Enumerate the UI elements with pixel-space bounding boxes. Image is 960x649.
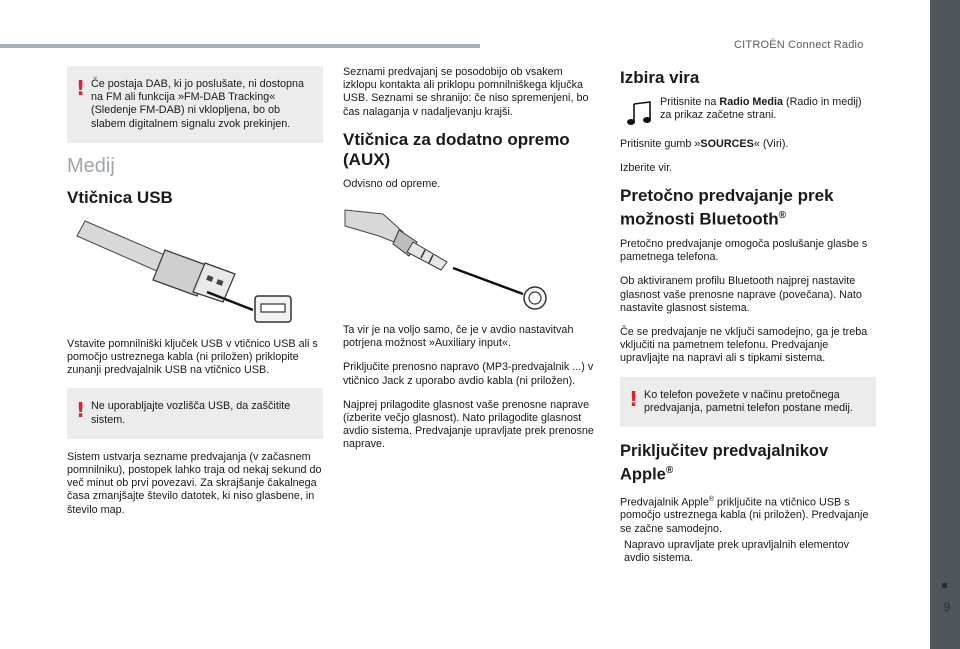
section-title: Medij (67, 154, 115, 177)
usb-illustration (67, 216, 323, 326)
playlist-paragraph: Seznami predvajanj se posodobijo ob vsakem izklopu kontakta ali priklopu pomnilniškega ključka USB. Seznami se shranijo: če niso spremenjeni, bo čas nalaganja v nadaljevanju krajši. (343, 66, 589, 118)
exclamation-icon: ! (76, 398, 86, 423)
usb-paragraph-1: Vstavite pomnilniški ključek USB v vtičnico USB ali s pomočjo ustreznega kabla (ni priložen) priklopite zunanji predvajalnik USB na vtičnico USB. (67, 337, 318, 377)
warning-text: Če postaja DAB, ki jo poslušate, ni dostopna na FM ali funkcija »FM-DAB Tracking« (Sledenje FM-DAB) ni vklopljena, bo ob slabem digitalnem signalu zvok prekinjen. (91, 78, 305, 130)
bluetooth-heading: Pretočno predvajanje prek možnosti Bluetooth® (620, 186, 834, 230)
warning-text: Ko telefon povežete v načinu pretočnega predvajanja, pametni telefon postane medij. (644, 388, 853, 414)
page-marker (942, 583, 947, 588)
usb-heading: Vtičnica USB (67, 187, 173, 207)
apple-heading: Priključitev predvajalnikov Apple® (620, 442, 829, 484)
brand-label: CITROËN Connect Radio (734, 39, 864, 51)
exclamation-icon: ! (629, 386, 639, 411)
music-note-icon (620, 100, 660, 128)
warning-box-dab (67, 66, 323, 143)
exclamation-icon: ! (76, 76, 86, 100)
bluetooth-paragraph-2: Ob aktiviranem profilu Bluetooth najprej nastavite glasnost vaše prenosne naprave (povečana). Nato nastavite glasnost sistema. (620, 275, 862, 314)
aux-heading: Vtičnica za dodatno opremo (AUX) (343, 129, 570, 169)
column-middle (343, 66, 599, 463)
radio-media-text: Pritisnite na Radio Media (Radio in medij) za prikaz začetne strani. (660, 96, 862, 122)
aux-paragraph-2: Ta vir je na voljo samo, če je v avdio nastavitvah potrjena možnost »Auxiliary input«. (343, 324, 574, 350)
warning-box-usb-hub (67, 388, 323, 438)
aux-paragraph-3: Priključite prenosno napravo (MP3-predvajalnik ...) v vtičnico Jack z uporabo avdio kabla (ni priložen). (343, 361, 594, 387)
select-source-text: Izberite vir. (620, 162, 673, 175)
apple-paragraph-1: Predvajalnik Apple® priključite na vtičnico USB s pomočjo ustreznega kabla (ni priložen). Predvajanje se začne samodejno. (620, 495, 869, 535)
column-left (67, 66, 323, 528)
warning-box-streaming (620, 377, 876, 427)
aux-illustration (343, 202, 599, 312)
bluetooth-paragraph-3: Če se predvajanje ne vključi samodejno, ga je treba vključiti na pametnem telefonu. Predvajanje upravljajte na napravi ali s tipkami sistema. (620, 326, 868, 365)
column-right (620, 66, 876, 576)
jack-plug-icon (345, 210, 447, 270)
sources-label: SOURCES (700, 138, 754, 150)
sources-instruction: Pritisnite gumb »SOURCES« (Viri). (620, 138, 789, 150)
usb-port-icon (255, 296, 291, 322)
header-rule (0, 44, 480, 48)
usb-plug-icon (77, 221, 235, 302)
bluetooth-paragraph-1: Pretočno predvajanje omogoča poslušanje glasbe s pametnega telefona. (620, 238, 868, 264)
radio-media-label: Radio Media (719, 96, 784, 108)
radio-media-instruction (620, 96, 876, 128)
page-sidebar (930, 0, 960, 649)
page-number: 9 (943, 600, 951, 614)
source-heading: Izbira vira (620, 68, 700, 87)
warning-text: Ne uporabljajte vozlišča USB, da zaščitite sistem. (91, 400, 291, 426)
apple-paragraph-2: Napravo upravljate prek upravljalnih elementov avdio sistema. (624, 538, 850, 564)
usb-paragraph-2: Sistem ustvarja sezname predvajanja (v začasnem pomnilniku), postopek lahko traja od nekaj sekund do več minut ob prvi povezavi. Za skrajšanje čakalnega časa zmanjšajte število datotek, ki niso glasbene, in število map. (67, 450, 322, 516)
jack-socket-icon (524, 287, 546, 309)
aux-paragraph-1: Odvisno od opreme. (343, 177, 441, 190)
aux-paragraph-4: Najprej prilagodite glasnost vaše prenosne naprave (izberite večjo glasnost). Nato prilagodite glasnost avdio sistema. Predvajanje upravljate prek prenosne naprave. (343, 398, 594, 451)
